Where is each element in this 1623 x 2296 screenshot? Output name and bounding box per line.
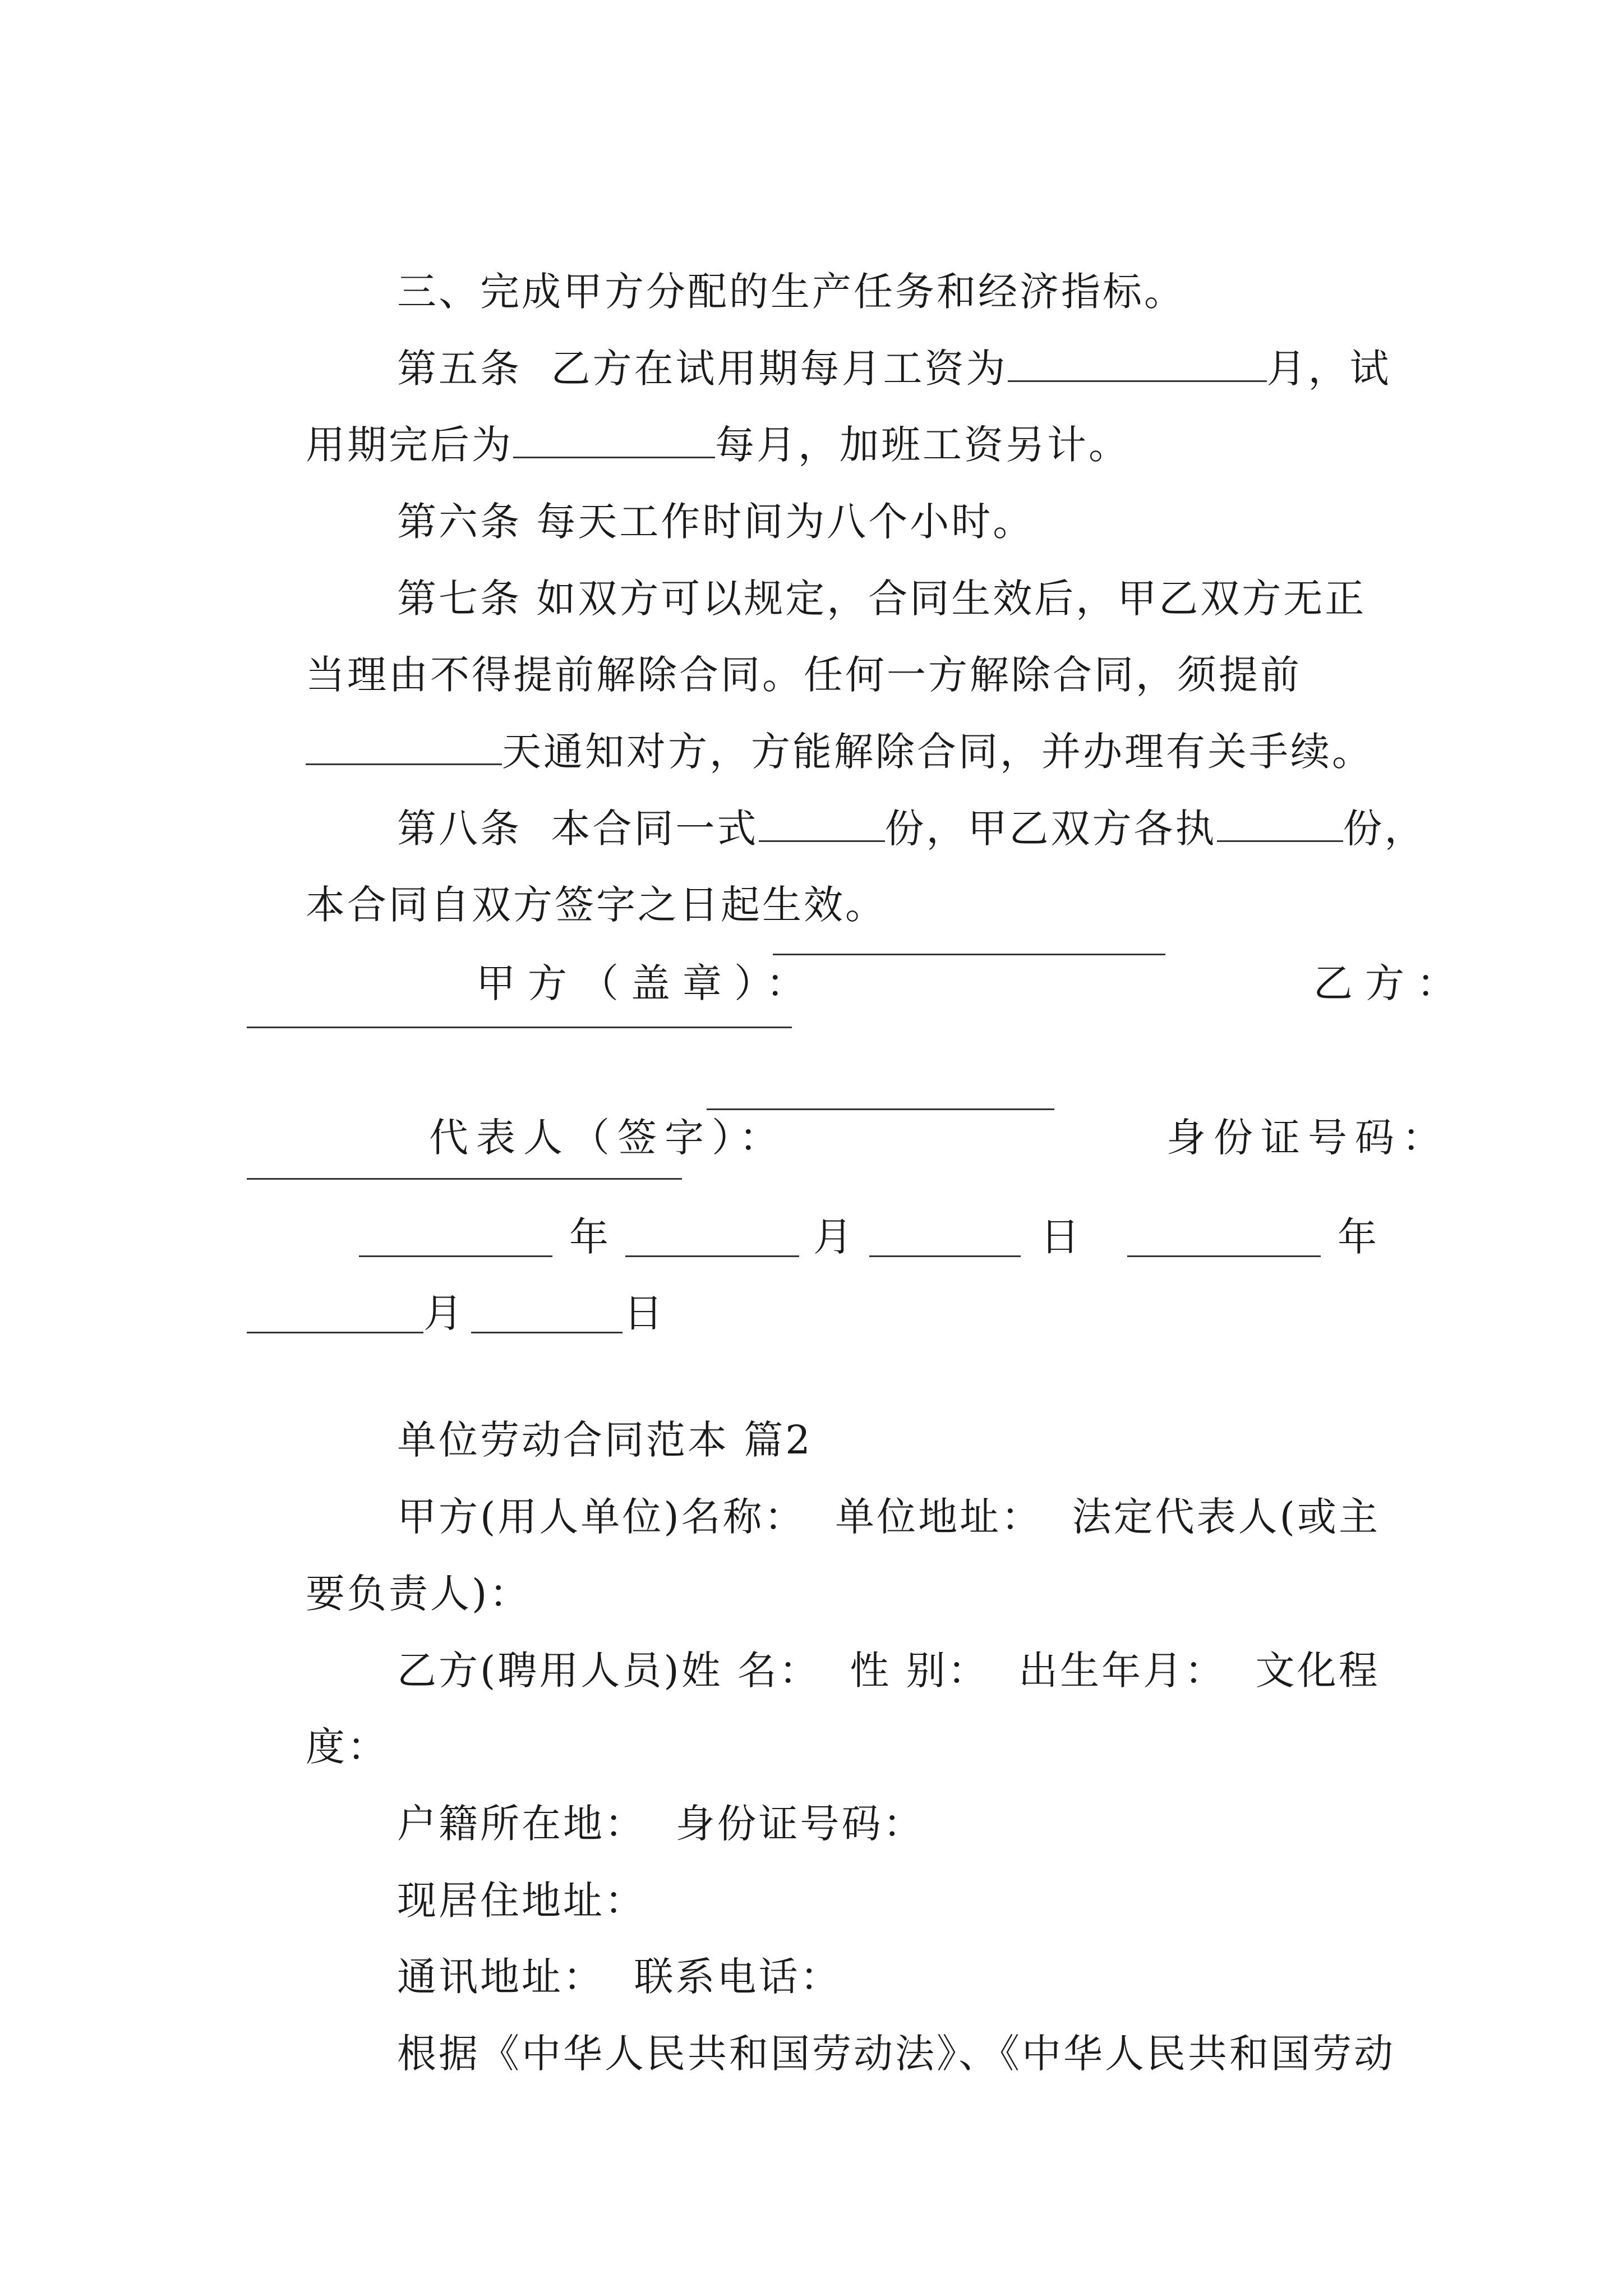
article-6 [338,446,1035,545]
party-a-info-line-1 [338,1441,1380,1540]
year-text: 年 [1338,1214,1379,1260]
representative-label [348,1062,787,1161]
clause-text: 月，试 [1266,346,1391,392]
legal-basis-line [338,1978,1396,2077]
heading-text: 单位劳动合同范本 篇2 [397,1417,813,1463]
clause-text: 乙方(聘用人员)姓 名： 性 别： 出生年月： 文化程 [397,1648,1380,1694]
clause-text: 天通知对方，方能解除合同，并办理有关手续。 [502,729,1374,775]
party-a-info-line-2 [247,1518,531,1617]
clause-text: 份， [1343,806,1426,852]
clause-item-3 [338,216,1186,315]
date-a-day-label [1040,1212,1082,1262]
clause-text: 份，甲乙双方各执 [884,806,1217,852]
clause-text: 第六条 每天工作时间为八个小时。 [397,499,1035,545]
clause-text: 第五条 乙方在试用期每月工资为 [397,346,1008,392]
clause-text: 通讯地址： 联系电话： [397,1954,842,2000]
month-text: 月 [423,1290,465,1336]
clause-text: 第七条 如双方可以规定，合同生效后，甲乙双方无正 [397,576,1367,622]
representative-signature-blank[interactable] [707,1108,1054,1110]
clause-text: 户籍所在地： 身份证号码： [397,1801,925,1847]
party-a-seal-label [377,908,818,1006]
article-5-line-2 [247,369,1131,468]
party-a-seal-blank[interactable] [773,954,1165,955]
article-7-line-2 [247,599,1302,698]
clause-text: 本合同自双方签字之日起生效。 [306,882,887,928]
day-text: 日 [1040,1214,1082,1260]
article-7-line-1 [338,523,1367,622]
date-a-day-blank[interactable] [869,1255,1021,1257]
article-8-line-1 [338,753,1426,852]
date-a-year-label [569,1212,611,1262]
article-5-line-1 [338,293,1391,392]
party-b-label [1214,908,1469,1006]
article-7-line-3 [247,676,1374,775]
label-text: 乙方： [1313,960,1469,1006]
party-b-info-line-2 [247,1671,389,1770]
clause-text: 每月，加班工资另计。 [715,422,1131,468]
date-b-day-blank[interactable] [471,1332,623,1333]
label-text: 代表人（签字）： [429,1115,787,1161]
clause-text: 要负责人)： [306,1571,531,1617]
date-a-year-blank[interactable] [359,1255,552,1257]
date-b-month-label [423,1288,465,1338]
party-b-info-line-1 [338,1595,1380,1694]
date-b-year-blank[interactable] [1127,1255,1321,1257]
each-party-copies-blank[interactable] [1217,804,1343,842]
party-b-blank[interactable] [247,1027,792,1028]
contact-line [338,1901,842,2000]
date-b-year-label [1338,1212,1379,1262]
clause-text: 度： [306,1724,389,1770]
day-text: 日 [624,1290,665,1336]
clause-text: 当理由不得提前解除合同。任何一方解除合同，须提前 [306,652,1302,698]
current-address-line [338,1825,647,1924]
month-text: 月 [813,1214,855,1260]
section-heading [338,1364,813,1463]
clause-text: 三、完成甲方分配的生产任务和经济指标。 [397,269,1186,315]
date-b-day-label [624,1288,665,1338]
clause-text: 根据《中华人民共和国劳动法》、《中华人民共和国劳动 [397,2031,1396,2077]
clause-text: 第八条 本合同一式 [397,806,759,852]
date-a-month-label [813,1212,855,1262]
id-number-blank[interactable] [247,1178,682,1180]
label-text: 甲方（盖章）： [476,960,818,1006]
date-b-month-blank[interactable] [247,1332,423,1333]
label-text: 身份证号码： [1166,1115,1450,1161]
clause-text: 现居住地址： [397,1878,647,1924]
household-registration-line [338,1748,925,1847]
clause-text: 用期完后为 [306,422,514,468]
clause-text: 甲方(用人单位)名称： 单位地址： 法定代表人(或主 [397,1494,1380,1540]
year-text: 年 [569,1214,611,1260]
article-8-line-2 [247,829,887,928]
date-a-month-blank[interactable] [625,1255,799,1257]
id-number-label [1085,1062,1450,1161]
